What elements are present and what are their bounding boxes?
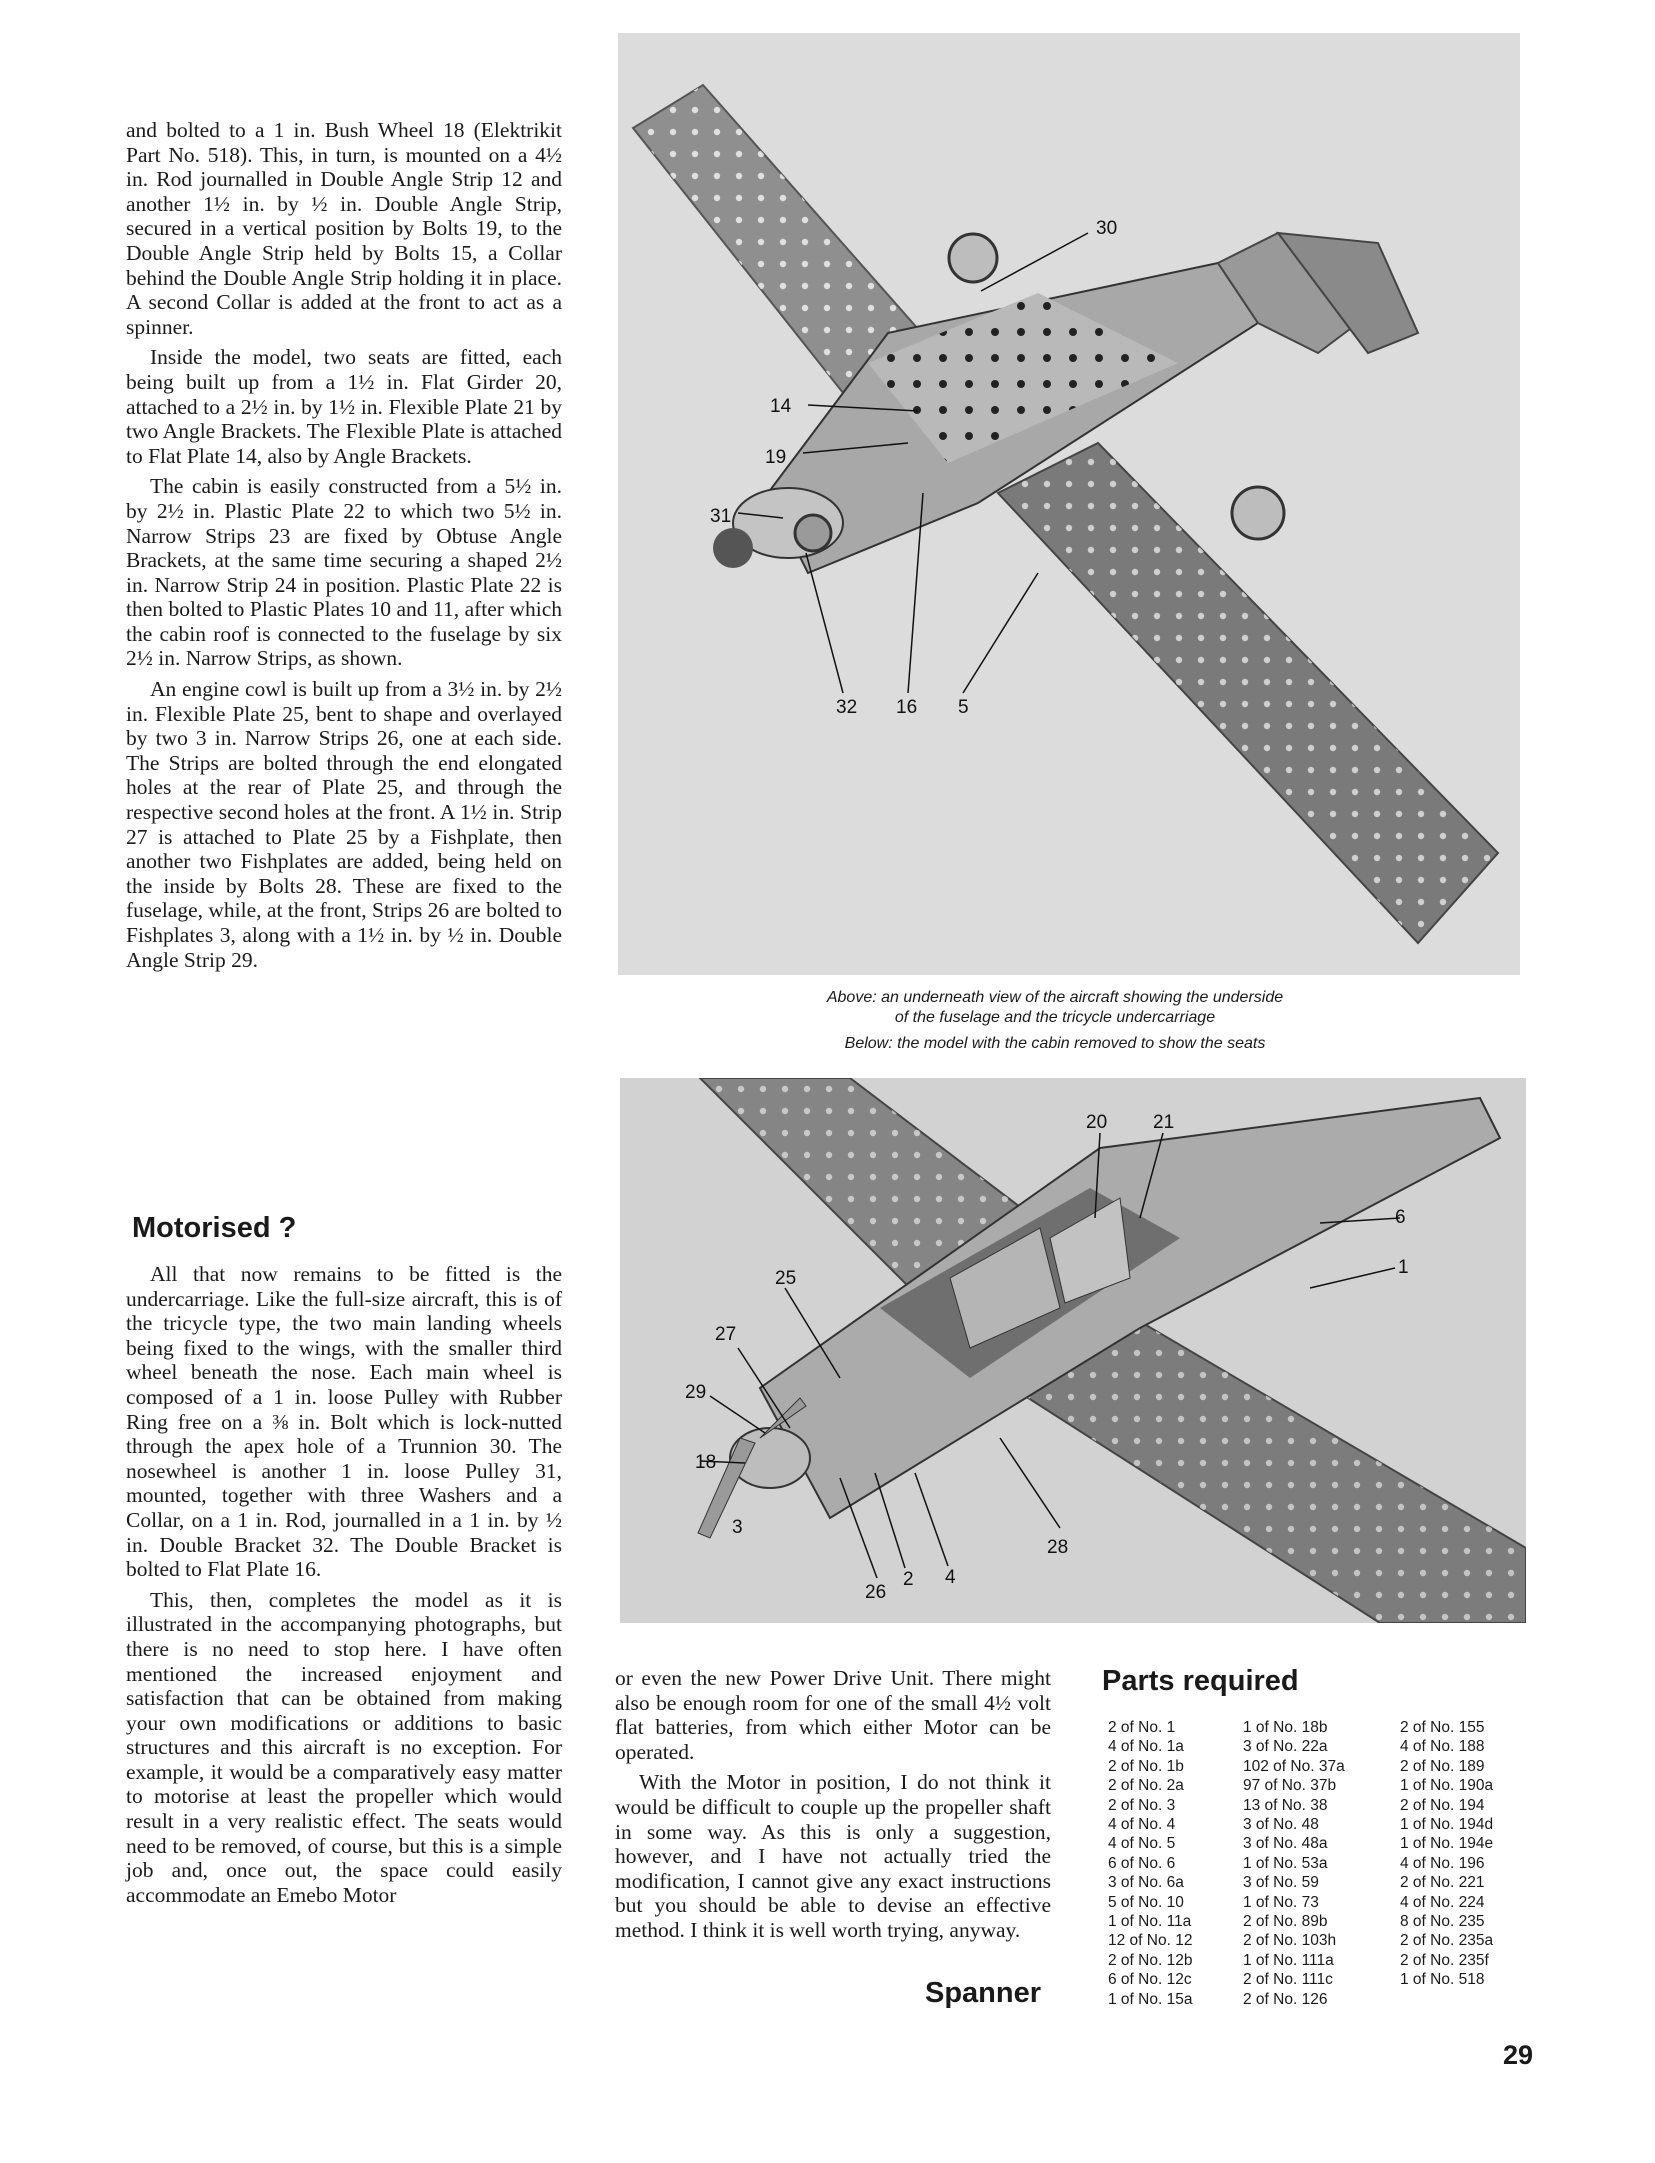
caption-line: Above: an underneath view of the aircraft showing the underside — [826, 989, 1284, 1006]
callout-label: 3 — [732, 1517, 743, 1538]
parts-list-item: 2 of No. 3 — [1108, 1796, 1176, 1814]
parts-list-item: 1 of No. 518 — [1400, 1971, 1485, 1989]
callout-label: 18 — [695, 1452, 717, 1473]
aircraft-seats-illustration — [620, 1078, 1526, 1623]
parts-list-item: 2 of No. 2a — [1108, 1777, 1184, 1795]
parts-list-item: 2 of No. 1 — [1108, 1719, 1176, 1736]
paragraph: With the Motor in position, I do not think it would be difficult to couple up the propeller shaft in some way. As this is only a suggestion, however, and I have not actually tried the modification, I cannot give any exact instructions but you should be able to devise an effective method. I think it is well worth trying, anyway. — [615, 1770, 1051, 1942]
paragraph: Inside the model, two seats are fitted, each being built up from a 1½ in. Flat Girder 20, attached to a 2½ in. by 1½ in. Flexible Plate 21 by two Angle Brackets. The Flexible Plate is attached to Flat Plate 14, also by Angle Brackets. — [126, 345, 562, 468]
parts-list-item: 1 of No. 190a — [1400, 1777, 1494, 1795]
parts-list-item: 1 of No. 111a — [1243, 1951, 1334, 1969]
callout-label: 4 — [945, 1567, 956, 1588]
parts-list-item: 4 of No. 196 — [1400, 1854, 1485, 1872]
paragraph: and bolted to a 1 in. Bush Wheel 18 (Elektrikit Part No. 518). This, in turn, is mounted on a 4½ in. Rod journalled in Double Angle Strip 12 and another 1½ in. by ½ in. Double Angle Strip, secured in a vertical position by Bolts 19, to the Double Angle Strip held by Bolts 15, a Collar behind the Double Angle Strip holding it in place. A second Collar is added at the front to act as a spinner. — [126, 118, 562, 339]
parts-list-item: 2 of No. 189 — [1400, 1757, 1485, 1775]
parts-list-item: 1 of No. 73 — [1243, 1893, 1319, 1911]
parts-list-item: 1 of No. 18b — [1243, 1719, 1328, 1736]
parts-list-item: 2 of No. 1b — [1108, 1757, 1184, 1775]
callout-label: 26 — [865, 1582, 887, 1603]
page-number: 29 — [1503, 2040, 1534, 2070]
parts-list-item: 12 of No. 12 — [1108, 1932, 1193, 1950]
parts-list-item: 3 of No. 59 — [1243, 1874, 1319, 1892]
photo-underneath-view — [618, 33, 1520, 975]
parts-list-item: 6 of No. 6 — [1108, 1854, 1176, 1872]
callout-label: 25 — [775, 1268, 797, 1289]
parts-list-item: 2 of No. 194 — [1400, 1796, 1485, 1814]
callout-label: 27 — [715, 1324, 737, 1345]
parts-list-item: 1 of No. 194d — [1400, 1816, 1494, 1834]
callout-label: 1 — [1398, 1257, 1409, 1278]
parts-list-column — [1243, 1718, 1345, 2009]
parts-list-column — [1400, 1718, 1493, 1990]
parts-list-item: 3 of No. 48 — [1243, 1816, 1319, 1834]
aircraft-underside-illustration — [618, 33, 1520, 975]
paragraph: An engine cowl is built up from a 3½ in. by 2½ in. Flexible Plate 25, bent to shape and overlayed by two 3 in. Narrow Strips 26, one at each side. The Strips are bolted through the end elongated holes at the rear of Plate 25, and through the respective second holes at the front. A 1½ in. Strip 27 is attached to Plate 25 by a Fishplate, then another two Fishplates are added, being held on the inside by Bolts 28. These are fixed to the fuselage, while, at the front, Strips 26 are bolted to Fishplates 3, along with a 1½ in. by ½ in. Double Angle Strip 29. — [126, 677, 562, 972]
parts-list-item: 2 of No. 235f — [1400, 1951, 1489, 1969]
callout-label: 20 — [1086, 1112, 1108, 1133]
paragraph: or even the new Power Drive Unit. There might also be enough room for one of the small 4½ volt flat batteries, from which either Motor can be operated. — [615, 1666, 1051, 1764]
photo-cabin-removed — [620, 1078, 1526, 1623]
callout-label: 31 — [710, 506, 732, 527]
callout-label: 16 — [896, 697, 918, 718]
parts-list-item: 102 of No. 37a — [1243, 1757, 1345, 1775]
parts-list-item: 97 of No. 37b — [1243, 1777, 1337, 1795]
parts-list-item: 1 of No. 11a — [1108, 1913, 1192, 1931]
callout-label: 28 — [1047, 1537, 1069, 1558]
callout-label: 5 — [958, 697, 969, 718]
parts-list-item: 3 of No. 6a — [1108, 1874, 1184, 1892]
parts-list-item: 5 of No. 10 — [1108, 1893, 1184, 1911]
callout-label: 32 — [836, 697, 858, 718]
parts-list-item: 4 of No. 188 — [1400, 1738, 1485, 1756]
author-signature: Spanner — [925, 1977, 1042, 2009]
callout-label: 29 — [685, 1382, 707, 1403]
parts-list-item: 4 of No. 224 — [1400, 1893, 1485, 1911]
parts-list-item: 2 of No. 235a — [1400, 1932, 1494, 1950]
parts-list-item: 2 of No. 155 — [1400, 1719, 1485, 1736]
callout-label: 14 — [770, 396, 792, 417]
article-column-left-top — [126, 118, 562, 972]
paragraph: The cabin is easily constructed from a 5½ in. by 2½ in. Plastic Plate 22 to which two 5½ in. Narrow Strips 23 are fixed by Obtuse Angle Brackets, at the same time securing a shaped 2½ in. Narrow Strip 24 in position. Plastic Plate 22 is then bolted to Plastic Plates 10 and 11, after which the cabin roof is connected to the fuselage by six 2½ in. Narrow Strips, as shown. — [126, 474, 562, 671]
callout-label: 30 — [1096, 218, 1118, 239]
parts-list-item: 8 of No. 235 — [1400, 1913, 1485, 1931]
caption-line: of the fuselage and the tricycle undercarriage — [894, 1009, 1216, 1026]
caption-line: Below: the model with the cabin removed to show the seats — [844, 1035, 1266, 1052]
parts-list-item: 4 of No. 4 — [1108, 1816, 1176, 1834]
parts-list-item: 1 of No. 53a — [1243, 1854, 1328, 1872]
parts-list-item: 2 of No. 12b — [1108, 1951, 1193, 1969]
parts-list-item: 4 of No. 1a — [1108, 1738, 1184, 1756]
callout-label: 6 — [1395, 1207, 1406, 1228]
parts-required-heading: Parts required — [1102, 1665, 1299, 1697]
photo-caption — [760, 988, 1350, 1054]
parts-list-item: 4 of No. 5 — [1108, 1835, 1176, 1853]
parts-list-item: 6 of No. 12c — [1108, 1971, 1192, 1989]
callout-label: 2 — [903, 1569, 914, 1590]
paragraph: This, then, completes the model as it is illustrated in the accompanying photographs, but there is no need to stop here. I have often mentioned the increased enjoyment and satisfaction that can be obtained from making your own modifications or additions to basic structures and this aircraft is no exception. For example, it would be a comparatively easy matter to motorise at least the propeller which would result in a very realistic effect. The seats would need to be removed, of course, but this is a simple job and, once out, the space could easily accommodate an Emebo Motor — [126, 1587, 562, 1907]
paragraph: All that now remains to be fitted is the undercarriage. Like the full-size aircraft, this is of the tricycle type, the two main landing wheels being fixed to the wings, with the smaller third wheel beneath the nose. Each main wheel is composed of a 1 in. loose Pulley with Rubber Ring free on a ⅜ in. Bolt which is lock-nutted through the apex hole of a Trunnion 30. The nosewheel is another 1 in. loose Pulley 31, mounted, together with three Washers and a Collar, on a 1 in. Rod, journalled in a 1 in. by ½ in. Double Bracket 32. The Double Bracket is bolted to Flat Plate 16. — [126, 1262, 562, 1582]
callout-label: 21 — [1153, 1112, 1175, 1133]
parts-list-item: 2 of No. 221 — [1400, 1874, 1485, 1892]
article-column-middle — [615, 1666, 1051, 1943]
callout-label: 19 — [765, 447, 787, 468]
parts-list-item: 2 of No. 89b — [1243, 1913, 1328, 1931]
parts-list-item: 3 of No. 22a — [1243, 1738, 1328, 1756]
parts-list-item: 2 of No. 103h — [1243, 1932, 1337, 1950]
parts-list-item: 1 of No. 194e — [1400, 1835, 1494, 1853]
parts-list-item: 3 of No. 48a — [1243, 1835, 1328, 1853]
article-column-left-bottom — [126, 1262, 562, 1907]
parts-list-item: 13 of No. 38 — [1243, 1796, 1328, 1814]
parts-list-item: 1 of No. 15a — [1108, 1990, 1193, 2008]
parts-list-item: 2 of No. 126 — [1243, 1990, 1328, 2008]
section-heading-motorised: Motorised ? — [132, 1212, 297, 1244]
parts-list-item: 2 of No. 111c — [1243, 1971, 1333, 1989]
parts-list-column — [1108, 1718, 1192, 2009]
